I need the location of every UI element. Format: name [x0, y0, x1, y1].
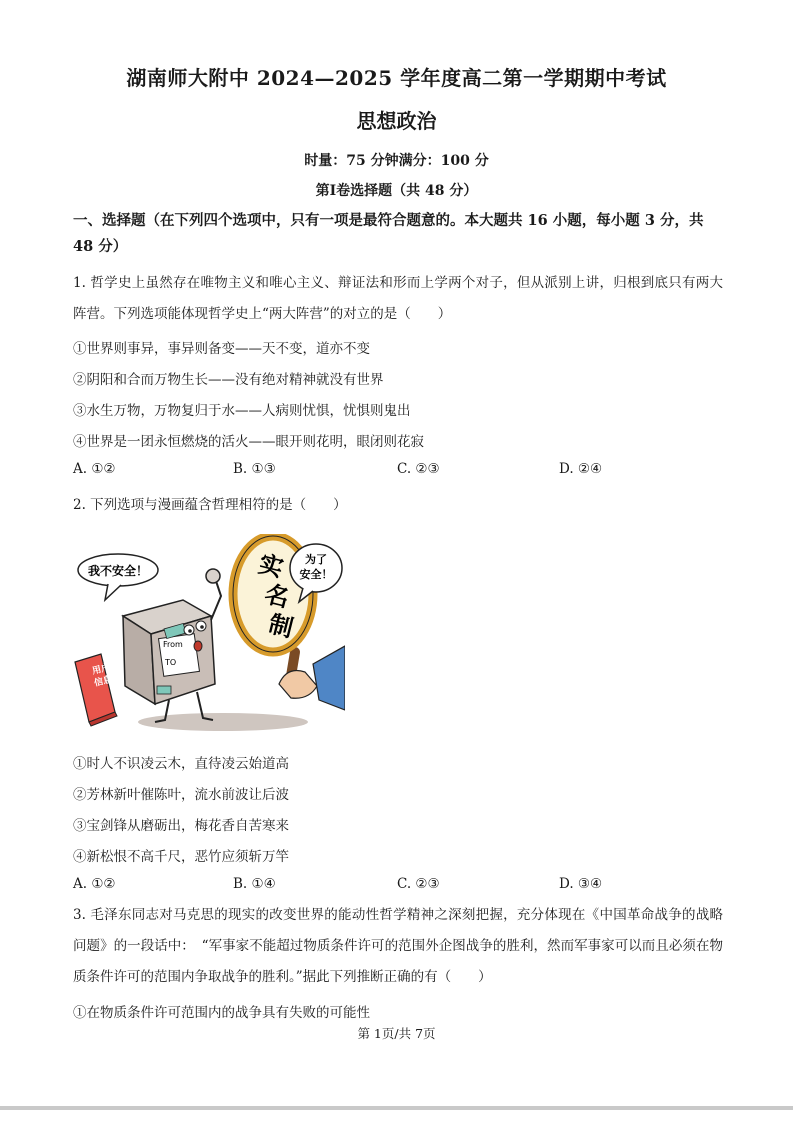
user-info-booklet — [75, 654, 117, 726]
q2-statement-2: ②芳林新叶催陈叶，流水前波让后波 — [73, 787, 289, 803]
q1-option-a: A. ①② — [73, 461, 116, 477]
q2-option-a: A. ①② — [73, 876, 116, 892]
q1-option-b: B. ①③ — [233, 461, 276, 477]
ground-shadow — [138, 713, 308, 731]
left-speech-bubble — [78, 554, 158, 600]
left-bubble-text: 我不安全！ — [87, 564, 149, 578]
question-3-stem: 3. 毛泽东同志对马克思的现实的改变世界的能动性哲学精神之深刻把握，充分体现在《中国革命战争的战略问题》的一段话中： “军事家不能超过物质条件许可的范围外企图战争的胜利，然而军事家可以而且必须在物质条件许可的范围内争取战争的胜利。”据此下列推断正确的有（ ） — [73, 907, 723, 985]
page-number: 第 1页/共 7页 — [357, 1026, 436, 1041]
q2-option-d: D. ③④ — [559, 876, 603, 892]
magnifier-char-2: 名 — [261, 579, 292, 613]
magnifier-char-1: 实 — [255, 549, 286, 583]
q1-statement-3: ③水生万物，万物复归于水——人病则忧惧，忧惧则鬼出 — [73, 403, 411, 419]
q1-statement-4: ④世界是一团永恒燃烧的活火——眼开则花明，眼闭则花寂 — [73, 434, 424, 450]
q1-statement-2: ②阴阳和合而万物生长——没有绝对精神就没有世界 — [73, 372, 384, 388]
volume-heading: 第Ⅰ卷选择题（共 48 分） — [315, 183, 478, 199]
q1-statement-1: ①世界则事异，事异则备变——天不变，道亦不变 — [73, 341, 370, 357]
booklet-text-2: 信息 — [93, 674, 114, 689]
q2-option-c: C. ②③ — [397, 876, 440, 892]
subject-title: 思想政治 — [356, 109, 437, 133]
real-name-cartoon — [73, 534, 345, 734]
q1-option-c: C. ②③ — [397, 461, 440, 477]
box-to-label: TO — [165, 658, 177, 667]
q3-statement-1: ①在物质条件许可范围内的战争具有失败的可能性 — [73, 1005, 370, 1021]
booklet-text-1: 用户 — [91, 662, 112, 677]
bottom-rule — [0, 1106, 793, 1110]
q2-statement-4: ④新松恨不高千尺，恶竹应须斩万竿 — [73, 849, 289, 865]
question-2-stem: 2. 下列选项与漫画蕴含哲理相符的是（ ） — [73, 497, 347, 513]
q1-option-d: D. ②④ — [559, 461, 603, 477]
box-from-label: From — [163, 640, 183, 649]
box-character — [123, 569, 221, 722]
right-bubble-line-2: 安全！ — [299, 568, 333, 581]
magnifier-char-3: 制 — [265, 609, 296, 643]
right-bubble-line-1: 为了 — [305, 553, 327, 566]
hand-holding-magnifier — [279, 646, 345, 710]
q2-statement-1: ①时人不识凌云木，直待凌云始道高 — [73, 756, 289, 772]
question-1-stem: 1. 哲学史上虽然存在唯物主义和唯心主义、辩证法和形而上学两个对子，但从派别上讲，归根到底只有两大阵营。下列选项能体现哲学史上“两大阵营”的对立的是（ ） — [73, 275, 723, 322]
q2-statement-3: ③宝剑锋从磨砺出，梅花香自苦寒来 — [73, 818, 289, 834]
exam-title: 湖南师大附中 2024—2025 学年度高二第一学期期中考试 — [126, 66, 667, 90]
time-score-line: 时量：75 分钟满分：100 分 — [304, 153, 489, 169]
section-heading: 一、选择题（在下列四个选项中，只有一项是最符合题意的。本大题共 16 小题，每小题 3 分，共 48 分） — [73, 212, 704, 255]
q2-option-b: B. ①④ — [233, 876, 276, 892]
